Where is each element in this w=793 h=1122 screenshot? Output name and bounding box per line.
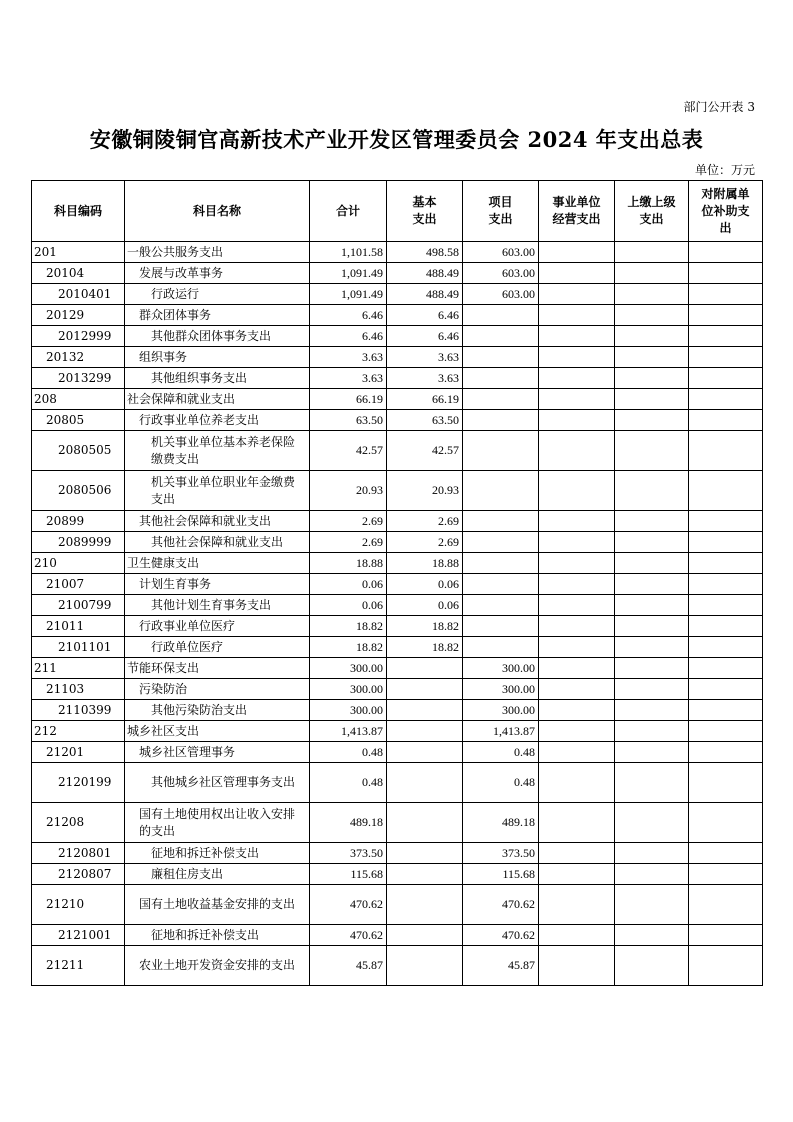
- cell-name: 其他组织事务支出: [125, 368, 310, 389]
- table-row: [32, 347, 763, 368]
- cell-total: 6.46: [310, 326, 387, 347]
- cell-upper: [615, 242, 689, 263]
- cell-project: [463, 574, 539, 595]
- header-basic: 基本 支出: [387, 181, 463, 242]
- cell-name: 其他社会保障和就业支出: [125, 532, 310, 553]
- unit-label: 单位：万元: [694, 163, 755, 177]
- cell-code: 2110399: [32, 700, 125, 721]
- header-subsidy: 对附属单 位补助支 出: [689, 181, 763, 242]
- cell-business: [539, 864, 615, 885]
- cell-name: 污染防治: [125, 679, 310, 700]
- cell-code: 21007: [32, 574, 125, 595]
- cell-business: [539, 946, 615, 986]
- cell-name: 卫生健康支出: [125, 553, 310, 574]
- cell-project: [463, 532, 539, 553]
- cell-business: [539, 595, 615, 616]
- cell-subsidy: [689, 471, 763, 511]
- cell-business: [539, 347, 615, 368]
- cell-name: 其他污染防治支出: [125, 700, 310, 721]
- expenditure-table: [31, 180, 763, 986]
- cell-name: 征地和拆迁补偿支出: [125, 843, 310, 864]
- table-row: [32, 305, 763, 326]
- table-row: [32, 658, 763, 679]
- cell-subsidy: [689, 679, 763, 700]
- cell-subsidy: [689, 721, 763, 742]
- cell-business: [539, 885, 615, 925]
- cell-project: [463, 368, 539, 389]
- cell-basic: 0.06: [387, 574, 463, 595]
- cell-subsidy: [689, 305, 763, 326]
- table-row: [32, 284, 763, 305]
- table-row: [32, 410, 763, 431]
- cell-total: 66.19: [310, 389, 387, 410]
- cell-code: 20899: [32, 511, 125, 532]
- page-title: 安徽铜陵铜官高新技术产业开发区管理委员会 2024 年支出总表: [89, 127, 704, 152]
- cell-upper: [615, 679, 689, 700]
- cell-upper: [615, 721, 689, 742]
- cell-total: 489.18: [310, 803, 387, 843]
- cell-project: 603.00: [463, 242, 539, 263]
- cell-name: 一般公共服务支出: [125, 242, 310, 263]
- table-row: [32, 532, 763, 553]
- cell-total: 1,413.87: [310, 721, 387, 742]
- cell-name: 国有土地使用权出让收入安排的支出: [125, 803, 310, 843]
- cell-code: 2100799: [32, 595, 125, 616]
- cell-subsidy: [689, 885, 763, 925]
- cell-subsidy: [689, 326, 763, 347]
- cell-business: [539, 511, 615, 532]
- cell-name: 其他计划生育事务支出: [125, 595, 310, 616]
- cell-business: [539, 305, 615, 326]
- cell-subsidy: [689, 263, 763, 284]
- cell-name: 农业土地开发资金安排的支出: [125, 946, 310, 986]
- cell-total: 0.48: [310, 763, 387, 803]
- cell-name: 社会保障和就业支出: [125, 389, 310, 410]
- cell-business: [539, 803, 615, 843]
- cell-project: 45.87: [463, 946, 539, 986]
- cell-business: [539, 263, 615, 284]
- cell-project: [463, 616, 539, 637]
- table-header-row: [32, 181, 763, 242]
- cell-upper: [615, 742, 689, 763]
- cell-subsidy: [689, 284, 763, 305]
- cell-upper: [615, 511, 689, 532]
- header-business: 事业单位 经营支出: [539, 181, 615, 242]
- cell-business: [539, 637, 615, 658]
- cell-code: 211: [32, 658, 125, 679]
- table-row: [32, 616, 763, 637]
- cell-total: 470.62: [310, 925, 387, 946]
- cell-code: 2089999: [32, 532, 125, 553]
- table-row: [32, 946, 763, 986]
- table-row: [32, 595, 763, 616]
- cell-project: 470.62: [463, 925, 539, 946]
- cell-project: 1,413.87: [463, 721, 539, 742]
- cell-business: [539, 658, 615, 679]
- table-row: [32, 326, 763, 347]
- cell-code: 21208: [32, 803, 125, 843]
- cell-upper: [615, 347, 689, 368]
- cell-total: 0.48: [310, 742, 387, 763]
- cell-total: 300.00: [310, 679, 387, 700]
- cell-name: 国有土地收益基金安排的支出: [125, 885, 310, 925]
- cell-name: 行政事业单位医疗: [125, 616, 310, 637]
- cell-name: 城乡社区管理事务: [125, 742, 310, 763]
- table-row: [32, 864, 763, 885]
- cell-total: 1,091.49: [310, 263, 387, 284]
- cell-basic: 66.19: [387, 389, 463, 410]
- cell-project: 470.62: [463, 885, 539, 925]
- cell-basic: 18.82: [387, 616, 463, 637]
- cell-project: [463, 431, 539, 471]
- cell-project: [463, 410, 539, 431]
- header-project: 项目 支出: [463, 181, 539, 242]
- cell-name: 其他城乡社区管理事务支出: [125, 763, 310, 803]
- table-row: [32, 721, 763, 742]
- cell-basic: 3.63: [387, 368, 463, 389]
- cell-upper: [615, 700, 689, 721]
- cell-business: [539, 700, 615, 721]
- cell-basic: 18.82: [387, 637, 463, 658]
- cell-code: 20104: [32, 263, 125, 284]
- cell-total: 18.82: [310, 616, 387, 637]
- cell-upper: [615, 946, 689, 986]
- cell-total: 3.63: [310, 347, 387, 368]
- cell-subsidy: [689, 347, 763, 368]
- cell-total: 6.46: [310, 305, 387, 326]
- cell-subsidy: [689, 637, 763, 658]
- cell-name: 组织事务: [125, 347, 310, 368]
- cell-basic: [387, 925, 463, 946]
- cell-business: [539, 925, 615, 946]
- cell-upper: [615, 843, 689, 864]
- cell-name: 其他社会保障和就业支出: [125, 511, 310, 532]
- cell-project: 489.18: [463, 803, 539, 843]
- cell-business: [539, 721, 615, 742]
- cell-business: [539, 843, 615, 864]
- cell-name: 发展与改革事务: [125, 263, 310, 284]
- cell-basic: [387, 700, 463, 721]
- header-total: 合计: [310, 181, 387, 242]
- cell-subsidy: [689, 511, 763, 532]
- cell-code: 212: [32, 721, 125, 742]
- cell-name: 行政运行: [125, 284, 310, 305]
- cell-business: [539, 326, 615, 347]
- cell-upper: [615, 431, 689, 471]
- cell-name: 机关事业单位职业年金缴费支出: [125, 471, 310, 511]
- cell-code: 2013299: [32, 368, 125, 389]
- table-row: [32, 925, 763, 946]
- cell-basic: [387, 679, 463, 700]
- cell-subsidy: [689, 389, 763, 410]
- cell-subsidy: [689, 925, 763, 946]
- cell-code: 2120807: [32, 864, 125, 885]
- cell-total: 115.68: [310, 864, 387, 885]
- cell-total: 300.00: [310, 700, 387, 721]
- cell-basic: [387, 885, 463, 925]
- cell-basic: [387, 658, 463, 679]
- cell-project: [463, 347, 539, 368]
- cell-total: 18.88: [310, 553, 387, 574]
- header-upper: 上缴上级 支出: [615, 181, 689, 242]
- cell-business: [539, 553, 615, 574]
- cell-total: 1,091.49: [310, 284, 387, 305]
- cell-total: 63.50: [310, 410, 387, 431]
- form-number: 部门公开表 3: [683, 100, 755, 114]
- cell-code: 2120801: [32, 843, 125, 864]
- cell-total: 0.06: [310, 595, 387, 616]
- cell-project: 0.48: [463, 742, 539, 763]
- table-row: [32, 431, 763, 471]
- cell-upper: [615, 284, 689, 305]
- cell-code: 208: [32, 389, 125, 410]
- cell-basic: [387, 803, 463, 843]
- cell-code: 21211: [32, 946, 125, 986]
- cell-basic: 63.50: [387, 410, 463, 431]
- cell-subsidy: [689, 658, 763, 679]
- cell-business: [539, 471, 615, 511]
- table-row: [32, 763, 763, 803]
- cell-subsidy: [689, 843, 763, 864]
- cell-project: [463, 326, 539, 347]
- cell-name: 行政事业单位养老支出: [125, 410, 310, 431]
- cell-name: 群众团体事务: [125, 305, 310, 326]
- cell-upper: [615, 263, 689, 284]
- cell-total: 3.63: [310, 368, 387, 389]
- cell-basic: 42.57: [387, 431, 463, 471]
- cell-basic: 498.58: [387, 242, 463, 263]
- header-name: 科目名称: [125, 181, 310, 242]
- cell-code: 2101101: [32, 637, 125, 658]
- cell-code: 20132: [32, 347, 125, 368]
- cell-basic: [387, 946, 463, 986]
- cell-code: 2121001: [32, 925, 125, 946]
- cell-project: 300.00: [463, 658, 539, 679]
- cell-total: 18.82: [310, 637, 387, 658]
- cell-upper: [615, 637, 689, 658]
- cell-subsidy: [689, 946, 763, 986]
- cell-subsidy: [689, 368, 763, 389]
- cell-upper: [615, 574, 689, 595]
- cell-upper: [615, 553, 689, 574]
- cell-name: 机关事业单位基本养老保险缴费支出: [125, 431, 310, 471]
- cell-code: 2012999: [32, 326, 125, 347]
- cell-name: 行政单位医疗: [125, 637, 310, 658]
- cell-project: [463, 553, 539, 574]
- table-row: [32, 637, 763, 658]
- cell-project: [463, 595, 539, 616]
- cell-upper: [615, 763, 689, 803]
- cell-subsidy: [689, 742, 763, 763]
- cell-code: 2080505: [32, 431, 125, 471]
- cell-subsidy: [689, 553, 763, 574]
- cell-upper: [615, 864, 689, 885]
- cell-project: [463, 511, 539, 532]
- cell-business: [539, 532, 615, 553]
- cell-subsidy: [689, 574, 763, 595]
- cell-project: [463, 637, 539, 658]
- cell-subsidy: [689, 763, 763, 803]
- cell-total: 2.69: [310, 511, 387, 532]
- table-row: [32, 885, 763, 925]
- cell-upper: [615, 410, 689, 431]
- cell-code: 210: [32, 553, 125, 574]
- cell-business: [539, 410, 615, 431]
- cell-code: 21103: [32, 679, 125, 700]
- cell-upper: [615, 925, 689, 946]
- cell-name: 其他群众团体事务支出: [125, 326, 310, 347]
- cell-total: 2.69: [310, 532, 387, 553]
- cell-subsidy: [689, 864, 763, 885]
- cell-basic: 18.88: [387, 553, 463, 574]
- cell-subsidy: [689, 595, 763, 616]
- cell-business: [539, 763, 615, 803]
- cell-upper: [615, 885, 689, 925]
- cell-business: [539, 368, 615, 389]
- cell-project: 373.50: [463, 843, 539, 864]
- cell-basic: [387, 742, 463, 763]
- cell-basic: [387, 843, 463, 864]
- table-row: [32, 803, 763, 843]
- cell-project: 300.00: [463, 679, 539, 700]
- cell-project: 115.68: [463, 864, 539, 885]
- cell-code: 201: [32, 242, 125, 263]
- cell-upper: [615, 803, 689, 843]
- cell-business: [539, 242, 615, 263]
- cell-code: 20805: [32, 410, 125, 431]
- cell-business: [539, 431, 615, 471]
- cell-upper: [615, 368, 689, 389]
- cell-subsidy: [689, 700, 763, 721]
- cell-basic: 2.69: [387, 511, 463, 532]
- cell-basic: 20.93: [387, 471, 463, 511]
- cell-basic: 488.49: [387, 284, 463, 305]
- cell-basic: 488.49: [387, 263, 463, 284]
- cell-basic: 3.63: [387, 347, 463, 368]
- header-code: 科目编码: [32, 181, 125, 242]
- cell-code: 21201: [32, 742, 125, 763]
- cell-name: 城乡社区支出: [125, 721, 310, 742]
- cell-subsidy: [689, 616, 763, 637]
- table-row: [32, 843, 763, 864]
- cell-business: [539, 284, 615, 305]
- cell-business: [539, 742, 615, 763]
- cell-basic: 2.69: [387, 532, 463, 553]
- cell-upper: [615, 305, 689, 326]
- table-row: [32, 511, 763, 532]
- cell-total: 1,101.58: [310, 242, 387, 263]
- cell-project: [463, 389, 539, 410]
- table-row: [32, 242, 763, 263]
- cell-subsidy: [689, 410, 763, 431]
- cell-code: 2010401: [32, 284, 125, 305]
- table-row: [32, 679, 763, 700]
- cell-upper: [615, 658, 689, 679]
- cell-project: 0.48: [463, 763, 539, 803]
- cell-upper: [615, 389, 689, 410]
- cell-subsidy: [689, 431, 763, 471]
- cell-business: [539, 574, 615, 595]
- cell-basic: 6.46: [387, 305, 463, 326]
- cell-code: 20129: [32, 305, 125, 326]
- cell-name: 征地和拆迁补偿支出: [125, 925, 310, 946]
- cell-business: [539, 616, 615, 637]
- cell-upper: [615, 471, 689, 511]
- table-row: [32, 389, 763, 410]
- cell-name: 计划生育事务: [125, 574, 310, 595]
- table-body: [32, 242, 763, 986]
- cell-name: 节能环保支出: [125, 658, 310, 679]
- cell-total: 373.50: [310, 843, 387, 864]
- cell-business: [539, 389, 615, 410]
- table-row: [32, 700, 763, 721]
- cell-basic: [387, 721, 463, 742]
- cell-basic: 6.46: [387, 326, 463, 347]
- cell-total: 45.87: [310, 946, 387, 986]
- cell-project: 603.00: [463, 284, 539, 305]
- cell-project: 300.00: [463, 700, 539, 721]
- table-row: [32, 742, 763, 763]
- cell-total: 0.06: [310, 574, 387, 595]
- cell-project: [463, 471, 539, 511]
- cell-upper: [615, 326, 689, 347]
- cell-project: 603.00: [463, 263, 539, 284]
- cell-upper: [615, 595, 689, 616]
- cell-code: 2080506: [32, 471, 125, 511]
- cell-upper: [615, 616, 689, 637]
- cell-basic: [387, 864, 463, 885]
- cell-code: 21011: [32, 616, 125, 637]
- cell-code: 21210: [32, 885, 125, 925]
- cell-total: 300.00: [310, 658, 387, 679]
- cell-total: 42.57: [310, 431, 387, 471]
- cell-upper: [615, 532, 689, 553]
- table-row: [32, 368, 763, 389]
- cell-subsidy: [689, 803, 763, 843]
- cell-project: [463, 305, 539, 326]
- cell-total: 20.93: [310, 471, 387, 511]
- table-row: [32, 471, 763, 511]
- cell-basic: 0.06: [387, 595, 463, 616]
- cell-code: 2120199: [32, 763, 125, 803]
- cell-subsidy: [689, 532, 763, 553]
- table-row: [32, 553, 763, 574]
- table-row: [32, 574, 763, 595]
- cell-name: 廉租住房支出: [125, 864, 310, 885]
- table-row: [32, 263, 763, 284]
- cell-subsidy: [689, 242, 763, 263]
- cell-business: [539, 679, 615, 700]
- cell-basic: [387, 763, 463, 803]
- cell-total: 470.62: [310, 885, 387, 925]
